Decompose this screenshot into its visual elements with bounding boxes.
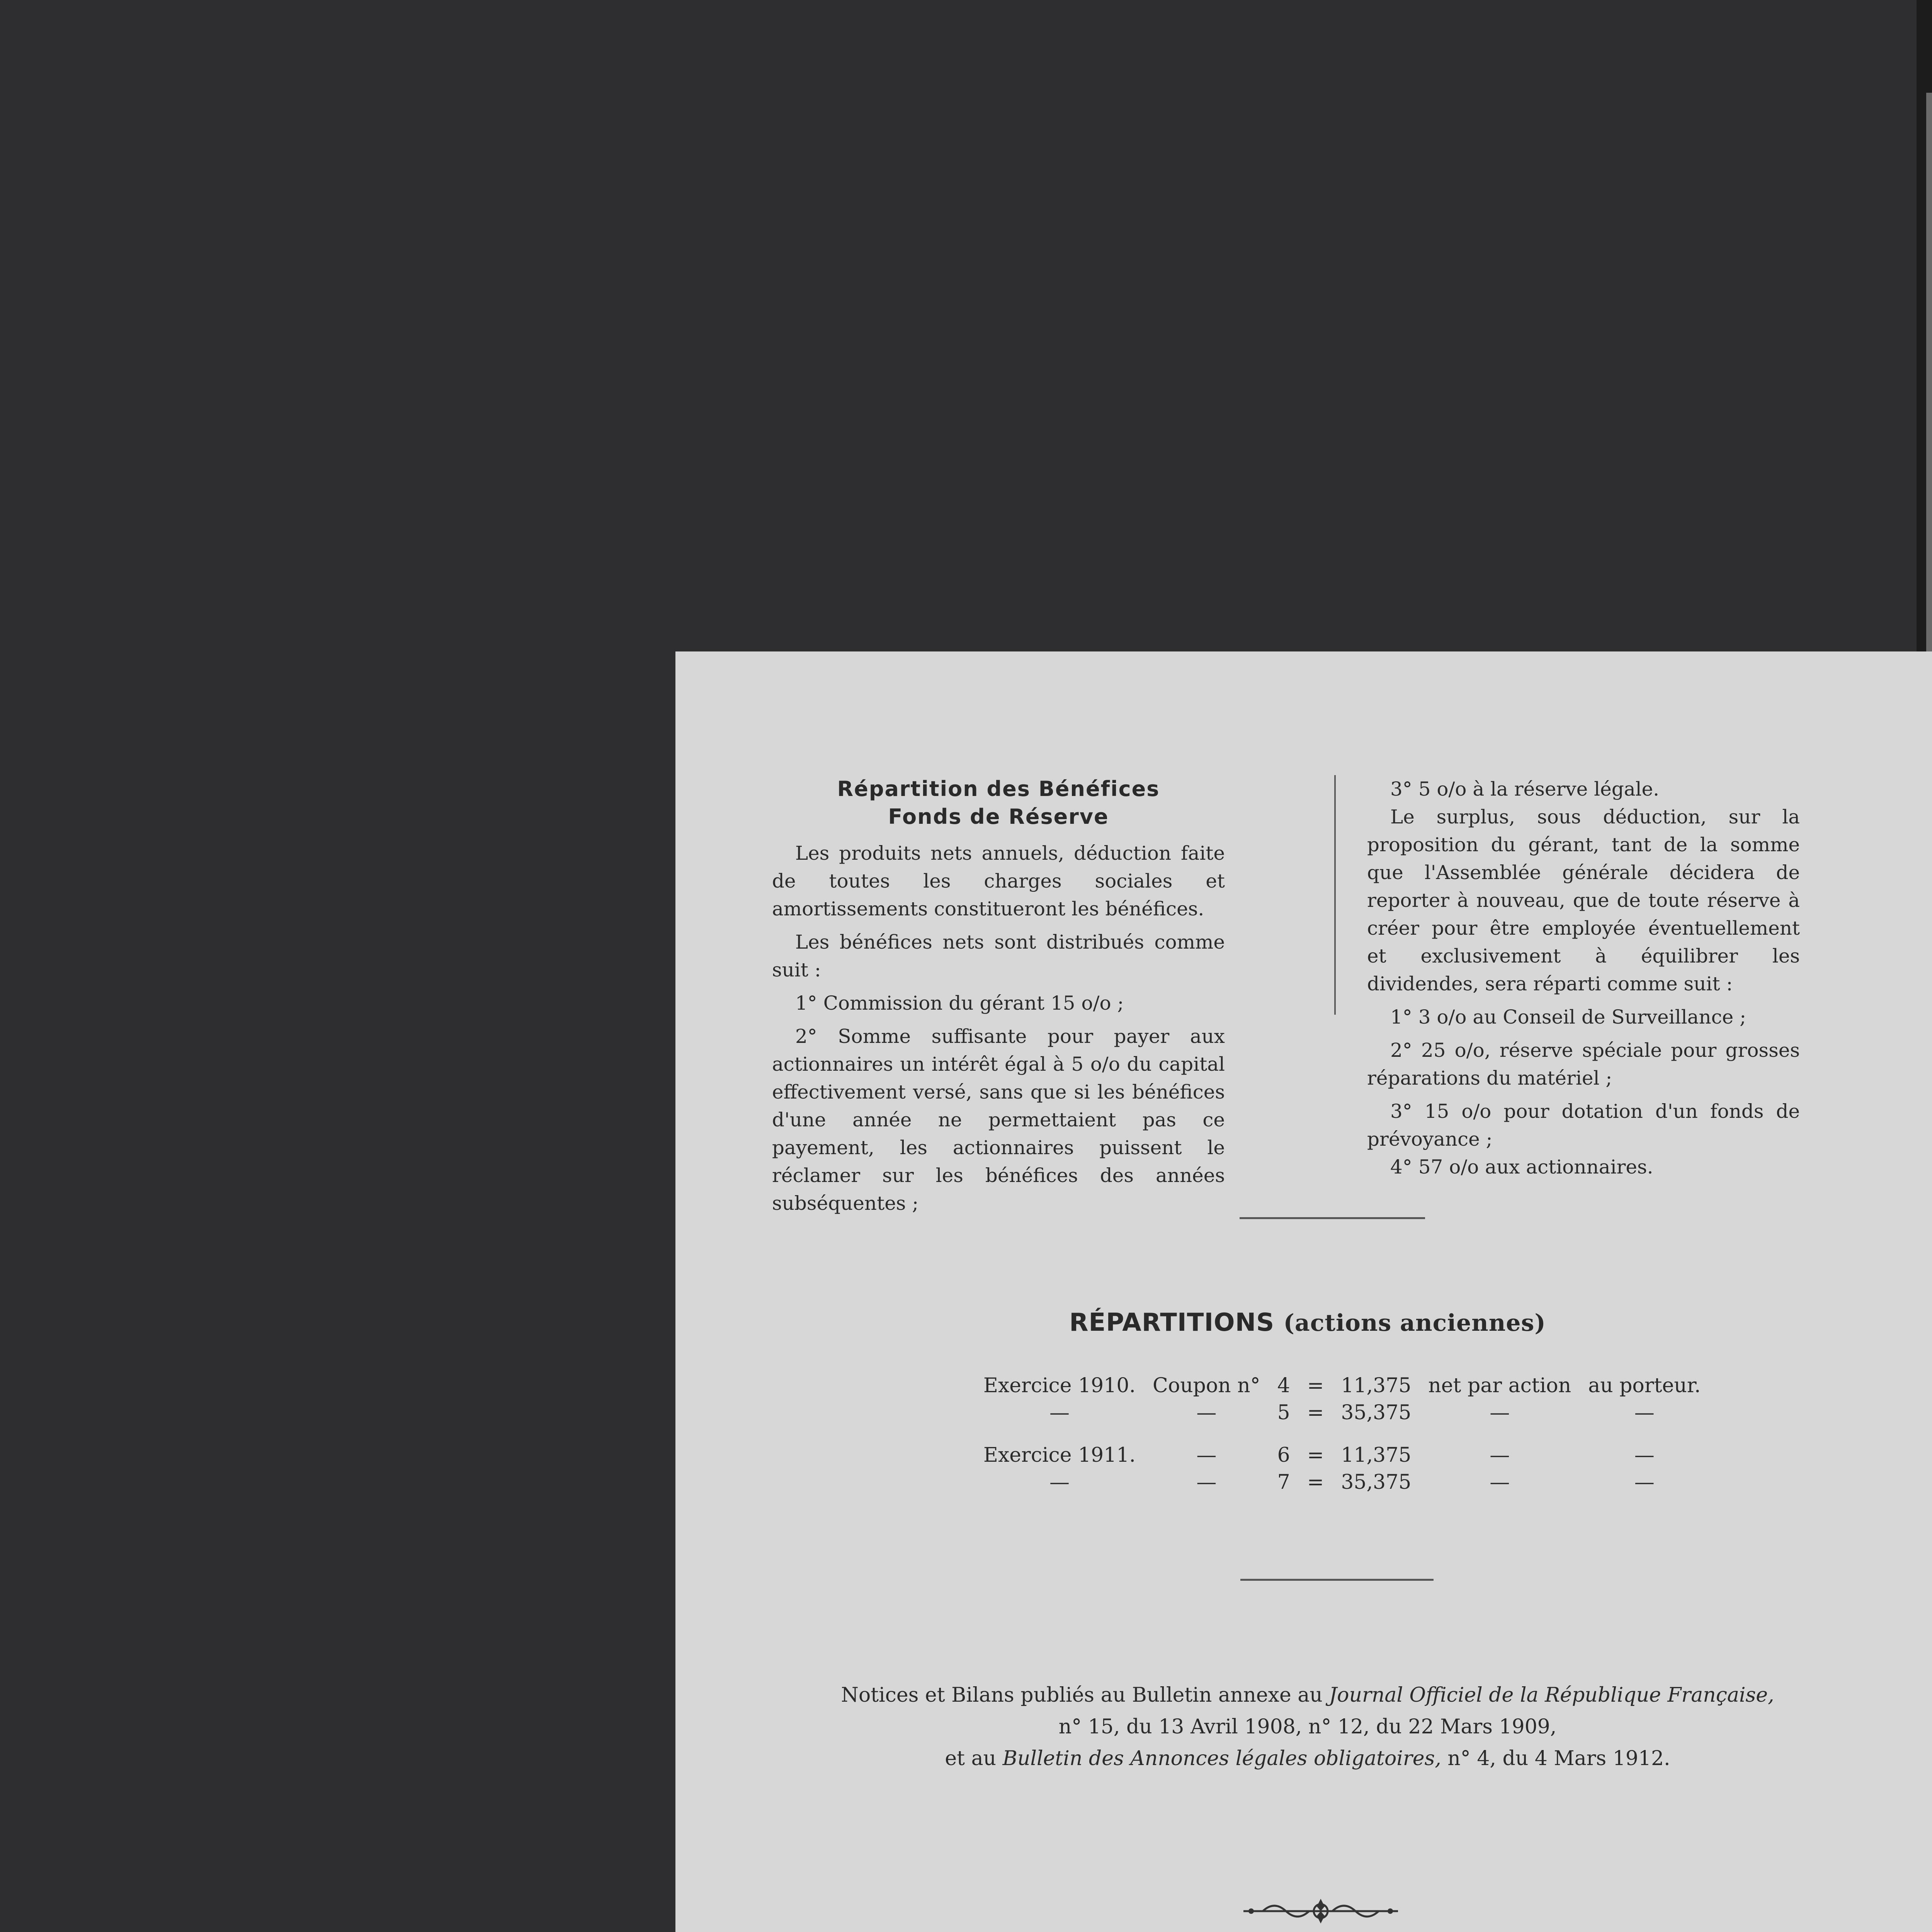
- cell-tail1: —: [1490, 1444, 1510, 1467]
- notices-line-1: [675, 1679, 1932, 1711]
- notices-bulletin-annonces: Bulletin des Annonces légales obligatoires,: [1002, 1747, 1441, 1770]
- cell-tail2: —: [1634, 1401, 1655, 1424]
- paragraph-benefices: Les bénéfices nets sont distribués comme suit :: [772, 931, 1225, 981]
- cell-tail2: au porteur.: [1588, 1374, 1701, 1397]
- cell-amount: 11,375: [1341, 1374, 1412, 1397]
- cell-num: 7: [1277, 1471, 1290, 1494]
- cell-coupon: —: [1196, 1471, 1217, 1494]
- table-row: [975, 1397, 1709, 1424]
- sub-reserve-speciale: 2° 25 o/o, réserve spéciale pour grosses réparations du matériel ;: [1367, 1039, 1800, 1089]
- notices-line-2: n° 15, du 13 Avril 1908, n° 12, du 22 Mars 1909,: [1058, 1715, 1557, 1738]
- cell-num: 4: [1277, 1374, 1290, 1397]
- cell-tail2: —: [1634, 1471, 1655, 1494]
- sub-actionnaires: 4° 57 o/o aux actionnaires.: [1390, 1156, 1653, 1178]
- cell-coupon: Coupon n°: [1152, 1374, 1260, 1397]
- cell-amount: 11,375: [1341, 1444, 1412, 1467]
- repartitions-title: [675, 1308, 1932, 1337]
- left-column: [772, 775, 1225, 1217]
- notices-line-3-prefix: et au: [945, 1747, 1003, 1770]
- paragraph-surplus: Le surplus, sous déduction, sur la proposition du gérant, tant de la somme que l'Assemblée générale décidera de reporter à nouveau, que de toute réserve à créer pour être employée éventuellement et exclusivement à équilibrer les dividendes, sera réparti comme suit :: [1367, 806, 1800, 995]
- notices-journal-officiel: Journal Officiel de la République Française,: [1329, 1684, 1774, 1707]
- separator-rule-1: [1240, 1217, 1425, 1219]
- cell-tail1: —: [1490, 1471, 1510, 1494]
- notices-line-3: [675, 1743, 1932, 1774]
- repartitions-title-sub: (actions anciennes): [1283, 1310, 1546, 1337]
- cell-eq: =: [1307, 1374, 1324, 1397]
- notices-block: [675, 1679, 1932, 1774]
- table-row: [975, 1467, 1709, 1494]
- cell-coupon: —: [1196, 1444, 1217, 1467]
- column-divider: [1334, 775, 1336, 1015]
- notices-line-1-text: Notices et Bilans publiés au Bulletin annexe au: [841, 1684, 1329, 1707]
- notices-line-3-suffix: n° 4, du 4 Mars 1912.: [1441, 1747, 1670, 1770]
- cell-num: 6: [1277, 1444, 1290, 1467]
- cell-eq: =: [1307, 1401, 1324, 1424]
- table-row: [975, 1370, 1709, 1397]
- repartitions-title-main: RÉPARTITIONS: [1069, 1308, 1275, 1337]
- cell-exercice: Exercice 1910.: [983, 1374, 1136, 1397]
- cell-exercice: —: [1049, 1471, 1070, 1494]
- sub-prevoyance: 3° 15 o/o pour dotation d'un fonds de prévoyance ;: [1367, 1100, 1800, 1150]
- item-reserve-legale: 3° 5 o/o à la réserve légale.: [1390, 778, 1659, 800]
- item-interet: 2° Somme suffisante pour payer aux actionnaires un intérêt égal à 5 o/o du capital effectivement versé, sans que si les bénéfices d'une année ne permettaient pas ce payement, les actionnaires puissent le réclamer sur les bénéfices des années subséquentes ;: [772, 1025, 1225, 1214]
- cell-num: 5: [1277, 1401, 1290, 1424]
- cell-eq: =: [1307, 1444, 1324, 1467]
- item-commission: 1° Commission du gérant 15 o/o ;: [795, 992, 1124, 1014]
- cell-tail1: net par action: [1428, 1374, 1571, 1397]
- heading-fonds-reserve: Fonds de Réserve: [888, 804, 1109, 829]
- cell-eq: =: [1307, 1471, 1324, 1494]
- cell-exercice: —: [1049, 1401, 1070, 1424]
- separator-rule-2: [1240, 1579, 1434, 1581]
- cell-exercice: Exercice 1911.: [983, 1444, 1136, 1467]
- ornament-icon: [1240, 1896, 1402, 1927]
- document-page: [675, 651, 1932, 1932]
- cell-tail1: —: [1490, 1401, 1510, 1424]
- sub-conseil: 1° 3 o/o au Conseil de Surveillance ;: [1390, 1006, 1746, 1028]
- paragraph-produits: Les produits nets annuels, déduction faite de toutes les charges sociales et amortissements constitueront les bénéfices.: [772, 842, 1225, 920]
- right-column: [1367, 775, 1800, 1181]
- repartitions-table: [975, 1370, 1709, 1494]
- cell-amount: 35,375: [1341, 1401, 1412, 1424]
- table-row: [975, 1424, 1709, 1467]
- cell-tail2: —: [1634, 1444, 1655, 1467]
- cell-amount: 35,375: [1341, 1471, 1412, 1494]
- heading-repartition: Répartition des Bénéfices: [837, 777, 1160, 801]
- cell-coupon: —: [1196, 1401, 1217, 1424]
